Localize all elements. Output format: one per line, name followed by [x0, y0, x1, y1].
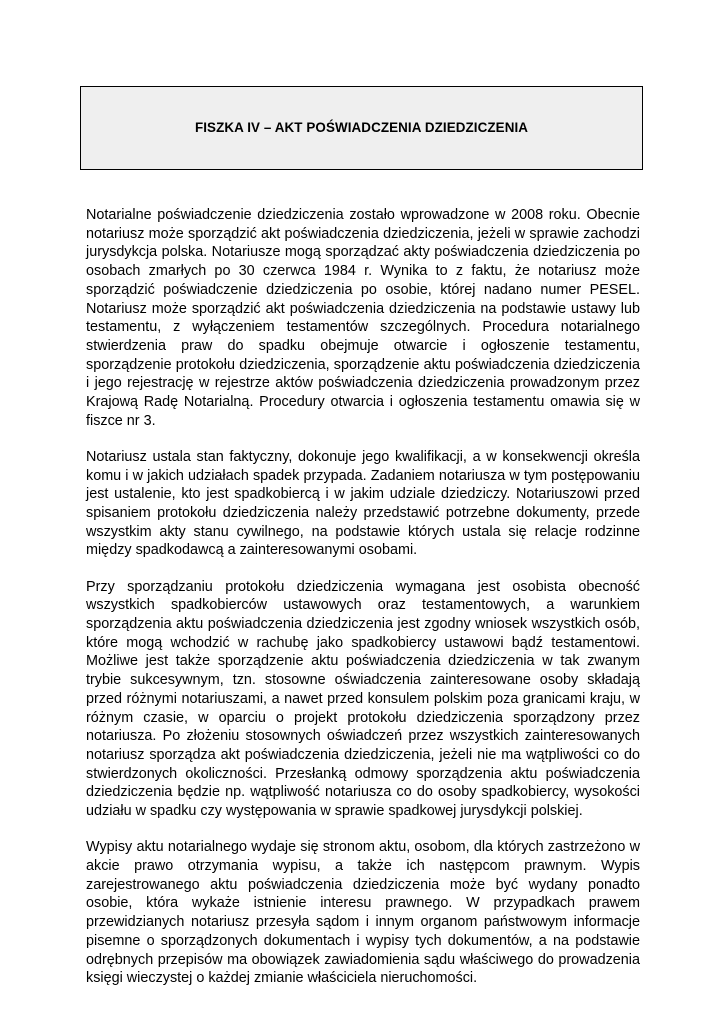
paragraph-1: Notarialne poświadczenie dziedziczenia zostało wprowadzone w 2008 roku. Obecnie notariusz może sporządzić akt poświadczenia dziedziczenia, jeżeli w sprawie zachodzi jurysdykcja polska. Notariusze mogą sporządzać akty poświadczenia dziedziczenia po osobach zmarłych po 30 czerwca 1984 r. Wynika to z faktu, że notariusz może sporządzić poświadczenie dziedziczenia po osobie, której nadano numer PESEL. Notariusz może sporządzić akt poświadczenia dziedziczenia na podstawie ustawy lub testamentu, z wyłączeniem testamentów szczególnych. Procedura notarialnego stwierdzenia praw do spadku obejmuje otwarcie i ogłoszenie testamentu, sporządzenie protokołu dziedziczenia, sporządzenie aktu poświadczenia dziedziczenia i jego rejestrację w rejestrze aktów poświadczenia dziedziczenia prowadzonym przez Krajową Radę Notarialną. Procedury otwarcia i ogłoszenia testamentu omawia się w fiszce nr 3.: [86, 207, 640, 429]
paragraph-2: Notariusz ustala stan faktyczny, dokonuje jego kwalifikacji, a w konsekwencji określa komu i w jakich udziałach spadek przypada. Zadaniem notariusza w tym postępowaniu jest ustalenie, kto jest spadkobiercą i w jakim udziale dziedziczy. Notariuszowi przed spisaniem protokołu dziedziczenia należy przedstawić potrzebne dokumenty, przede wszystkim akty stanu cywilnego, na podstawie których ustala się relacje rodzinne między spadkodawcą a zainteresowanymi osobami.: [86, 448, 640, 559]
document-body: [86, 206, 640, 1005]
paragraph-3: Przy sporządzaniu protokołu dziedziczenia wymagana jest osobista obecność wszystkich spadkobierców ustawowych oraz testamentowych, a warunkiem sporządzenia aktu poświadczenia dziedziczenia jest zgodny wniosek wszystkich osób, które mogą wchodzić w rachubę jako spadkobiercy ustawowi bądź testamentowi. Możliwe jest także sporządzenie aktu poświadczenia dziedziczenia w tak zwanym trybie sukcesywnym, tzn. stosowne oświadczenia zainteresowane osoby składają przed różnymi notariuszami, a nawet przed konsulem polskim poza granicami kraju, w różnym czasie, w oparciu o projekt protokołu dziedziczenia sporządzony przez notariusza. Po złożeniu stosownych oświadczeń przez wszystkich zainteresowanych notariusz sporządza akt poświadczenia dziedziczenia, jeżeli nie ma wątpliwości co do stwierdzonych okoliczności. Przesłanką odmowy sporządzenia aktu poświadczenia dziedziczenia będzie np. wątpliwość notariusza co do osoby spadkobiercy, wysokości udziału w spadku czy występowania w sprawie spadkowej jurysdykcji polskiej.: [86, 578, 640, 820]
page-title: FISZKA IV – AKT POŚWIADCZENIA DZIEDZICZENIA: [194, 120, 529, 135]
paragraph-4: Wypisy aktu notarialnego wydaje się stronom aktu, osobom, dla których zastrzeżono w akcie prawo otrzymania wypisu, a także ich następcom prawnym. Wypis zarejestrowanego aktu poświadczenia dziedziczenia może być wydany ponadto osobie, która wykaże istnienie interesu prawnego. W przypadkach prawem przewidzianych notariusz przesyła sądom i innym organom państwowym informacje pisemne o sporządzonych dokumentach i wypisy tych dokumentów, a na podstawie odrębnych przepisów ma obowiązek zawiadomienia sądu właściwego do prowadzenia księgi wieczystej o każdej zmianie właściciela nieruchomości.: [86, 839, 640, 987]
title-box: [80, 86, 643, 170]
